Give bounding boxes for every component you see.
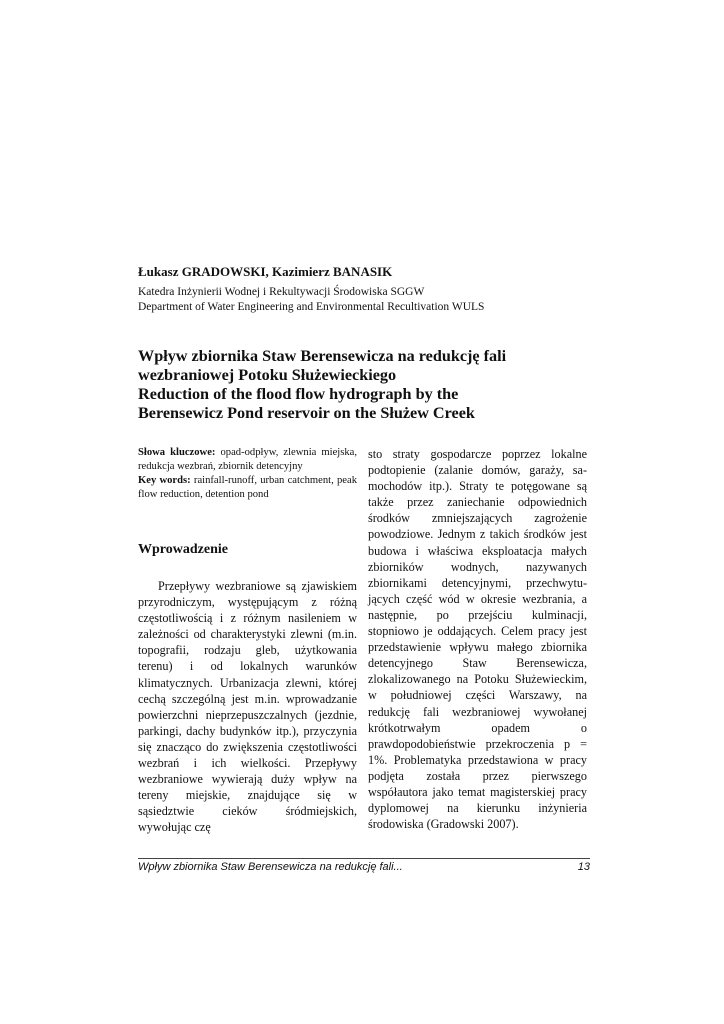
affiliation-block (138, 285, 598, 315)
intro-paragraph-left: Przepływy wezbraniowe są zjawiskiem przyrodniczym, występującym z różną częstotliwością i z różnym nasileniem w zależności od charakterystyki zlewni (m.in. topografii, rodzaju gleb, użytkowania terenu) i od lokalnych warunków klimatycznych. Urbanizacja zlewni, której cechą szczególną jest m.in. wprowadzanie powierzchni nieprzepuszczalnych (jezdnie, parkingi, dachy budynków itp.), przyczynia się znacząco do zwiększenia częstotliwości wezbrań i ich wielkości. Przepływy wezbraniowe wywierają duży wpływ na tereny miejskie, znajdujące się w sąsiedztwie cieków śródmiejskich, wywołując czę (138, 579, 357, 835)
keywords-en (138, 474, 357, 502)
keywords-block (138, 446, 357, 502)
title-en-line-2: Berensewicz Pond reservoir on the Służew Creek (138, 404, 475, 422)
affiliation-pl: Katedra Inżynierii Wodnej i Rekultywacji Środowiska SGGW (138, 286, 425, 298)
paper-title (138, 347, 598, 423)
section-heading: Wprowadzenie (138, 542, 228, 557)
keywords-en-text: rainfall-runoff, urban catchment, peak flow reduction, detention pond (138, 475, 357, 500)
running-title: Wpływ zbiornika Staw Berensewicza na redukcję fali... (138, 861, 403, 873)
author-names: Łukasz GRADOWSKI, Kazimierz BANASIK (138, 264, 393, 279)
title-pl-line-2: wezbraniowej Potoku Służewieckiego (138, 366, 397, 384)
page-number: 13 (577, 861, 590, 873)
page-footer (138, 860, 590, 874)
keywords-pl (138, 446, 357, 474)
title-en-line-1: Reduction of the flood flow hydrograph by the (138, 385, 459, 403)
intro-paragraph-right: sto straty gospodarcze poprzez lokalne podtopienie (zalanie domów, garaży, samochodów itp.). Straty te potęgowane są także przez zaniechanie odpowiednich środków zmniejszających zagrożenie powodziowe. Jednym z takich środków jest budowa i właściwa eksploatacja małych zbiorników wodnych, nazywanych zbiornikami detencyjnymi, przechwytujących część wód w okresie wezbrania, a następnie, po przejściu kulminacji, stopniowo je oddających. Celem pracy jest przedstawienie wpływu małego zbiornika detencyjnego Staw Berensewicza, zlokalizowanego na Potoku Służewieckim, w południowej części Warszawy, na redukcję fali wezbraniowej wywołanej krótkotrwałym opadem o prawdopodobieństwie przekroczenia p = 1%. Problematyka przedstawiona w pracy podjęta została przez pierwszego współautora jako temat magisterskiej pracy dyplomowej na kierunku inżynieria środowiska (Gradowski 2007). (368, 447, 587, 832)
affiliation-en: Department of Water Engineering and Environmental Recultivation WULS (138, 301, 485, 313)
keywords-pl-label: Słowa kluczowe: (138, 447, 216, 458)
left-column (138, 446, 357, 836)
title-pl-line-1: Wpływ zbiornika Staw Berensewicza na redukcję fali (138, 347, 507, 365)
right-column (368, 446, 587, 832)
keywords-pl-text: opad-odpływ, zlewnia miejska, redukcja wezbrań, zbiornik detencyjny (138, 447, 357, 472)
keywords-en-label: Key words: (138, 475, 191, 486)
footer-divider (138, 858, 590, 859)
